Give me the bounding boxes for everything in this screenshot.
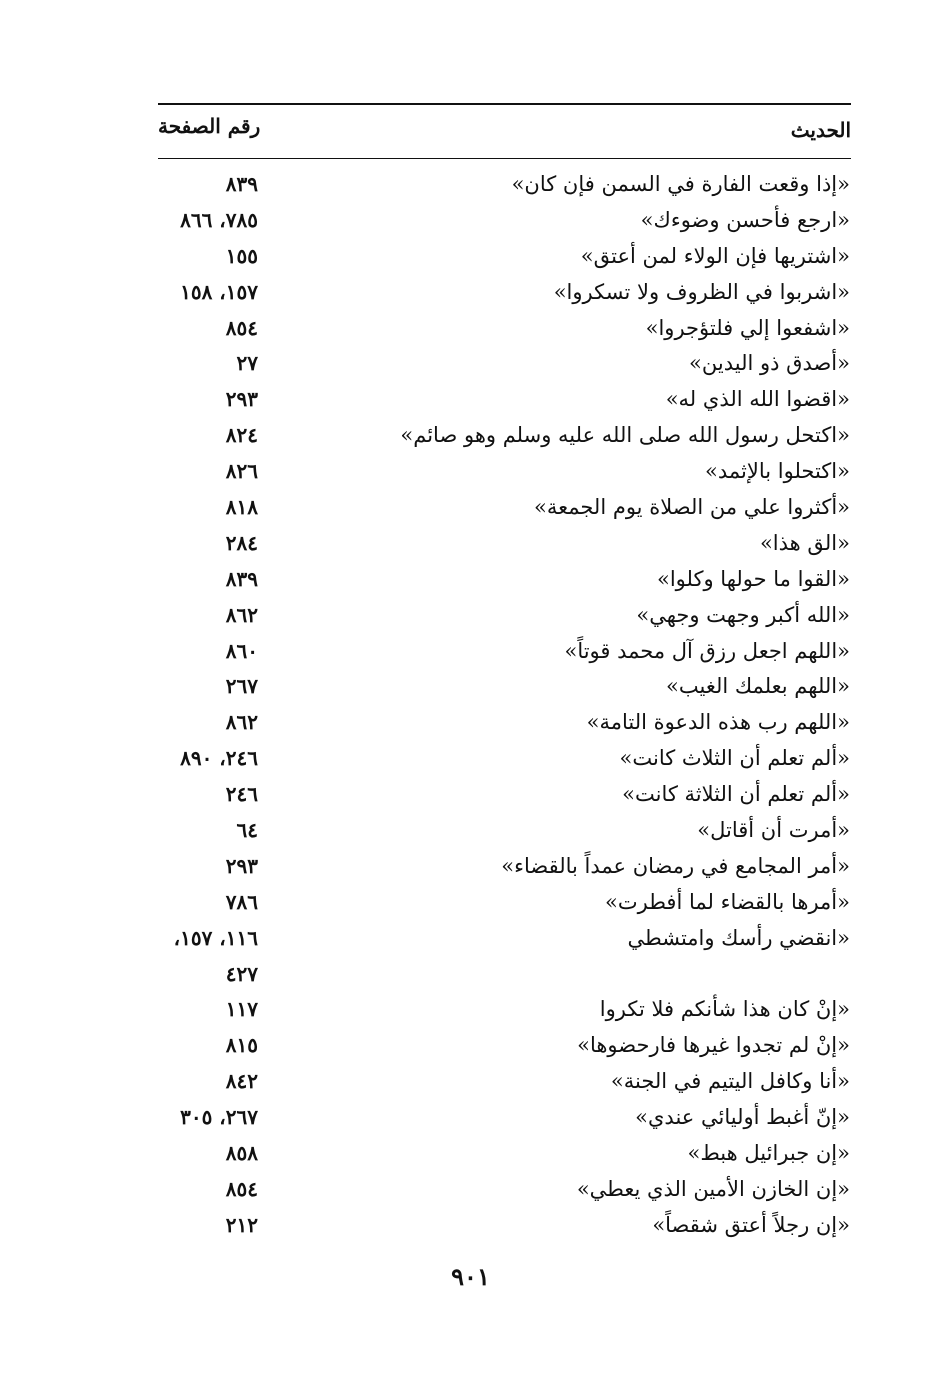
hadith-text: «القوا ما حولها وكلوا» [657, 566, 850, 591]
page-references: ١٥٥ [225, 243, 258, 268]
page-references: ١١٦، ١٥٧، [173, 925, 258, 950]
page-references: ٢٩٣ [225, 387, 258, 412]
page-references: ٢٦٧، ٣٠٥ [180, 1105, 258, 1130]
page-references: ٧٨٦ [225, 889, 258, 914]
hadith-text: «إذا وقعت الفارة في السمن فإن كان» [511, 172, 850, 196]
page-references: ١٥٧، ١٥٨ [180, 279, 258, 304]
hadith-text: «اشربوا في الظروف ولا تسكروا» [553, 279, 850, 304]
hadith-text: «اللهم رب هذه الدعوة التامة» [586, 710, 850, 735]
index-row [150, 1065, 850, 1101]
index-row [150, 240, 850, 276]
hadith-text: «إنّ أغبط أوليائي عندي» [635, 1105, 850, 1130]
hadith-text: «أمرها بالقضاء لما أفطرت» [604, 889, 850, 914]
hadith-text: «اشفعوا إلي فلتؤجروا» [645, 315, 850, 340]
page-references: ٢٨٤ [225, 530, 258, 555]
page-references: ٨٦٢ [225, 602, 258, 627]
index-row [150, 1173, 850, 1209]
hadith-text: «الله أكبر وجهت وجهي» [636, 602, 850, 627]
hadith-text: «اكتحل رسول الله صلى الله عليه وسلم وهو صائم» [400, 423, 850, 448]
page-references: ٨٢٦ [225, 459, 258, 484]
index-row [150, 670, 850, 706]
page-references: ١١٧ [225, 997, 258, 1022]
hadith-text: «ارجع فأحسن وضوءك» [640, 207, 850, 232]
hadith-text: «ألم تعلم أن الثلاثة كانت» [622, 782, 850, 807]
page-references: ٨٤٢ [225, 1069, 258, 1094]
hadith-text: «إن جبرائيل هبط» [687, 1141, 850, 1166]
hadith-text: «إن الخازن الأمين الذي يعطي» [576, 1176, 850, 1201]
index-row [150, 814, 850, 850]
index-row [150, 276, 850, 312]
page-references: ٢٤٦، ٨٩٠ [180, 746, 258, 771]
page-references: ٤٢٧ [225, 961, 258, 986]
index-row [150, 455, 850, 491]
index-row [150, 347, 850, 383]
page-references: ٨٣٩ [225, 172, 258, 196]
page-number: ٩٠١ [451, 1262, 490, 1291]
hadith-text: «أصدق ذو اليدين» [689, 351, 850, 376]
hadith-text: «أنا وكافل اليتيم في الجنة» [610, 1069, 850, 1094]
hadith-text: «أكثروا علي من الصلاة يوم الجمعة» [533, 495, 850, 520]
index-row [150, 527, 850, 563]
index-row [150, 958, 850, 994]
hadith-text: «اقضوا الله الذي له» [665, 387, 850, 412]
index-row [150, 850, 850, 886]
hadith-text: «الق هذا» [759, 530, 850, 555]
page-references: ٢١٢ [225, 1212, 258, 1237]
page-references: ٨٥٤ [225, 1176, 258, 1201]
hadith-text: «أمرت أن أقاتل» [697, 818, 850, 843]
index-row [150, 419, 850, 455]
index-row [150, 204, 850, 240]
page-references: ٨١٨ [225, 495, 258, 520]
hadith-text: «ألم تعلم أن الثلاث كانت» [619, 746, 850, 771]
page-references: ٢٤٦ [225, 782, 258, 807]
hadith-text: «اكتحلوا بالإثمد» [705, 459, 850, 484]
index-row [150, 599, 850, 635]
column-header-hadith: الحديث [790, 118, 851, 142]
page-references: ٢٦٧ [225, 674, 258, 699]
hadith-text: «إنْ كان هذا شأنكم فلا تكروا [599, 997, 850, 1022]
page-references: ٢٩٣ [225, 853, 258, 878]
hadith-text: «اللهم بعلمك الغيب» [666, 674, 850, 699]
index-row [150, 1209, 850, 1245]
index-row [150, 1137, 850, 1173]
index-row [150, 706, 850, 742]
top-rule [158, 103, 851, 105]
hadith-text: «انقضي رأسك وامتشطي [627, 925, 850, 950]
hadith-text: «أمر المجامع في رمضان عمداً بالقضاء» [501, 853, 850, 878]
page-references: ٨٣٩ [225, 566, 258, 591]
index-row [150, 383, 850, 419]
hadith-text: «إن رجلاً أعتق شقصاً» [652, 1212, 850, 1237]
page-references: ٨٦٠ [225, 638, 258, 663]
index-row [150, 563, 850, 599]
index-row [150, 1029, 850, 1065]
hadith-text: «اشتريها فإن الولاء لمن أعتق» [580, 243, 850, 268]
index-row [150, 993, 850, 1029]
index-row [150, 886, 850, 922]
index-row [150, 491, 850, 527]
page-references: ٨٦٢ [225, 710, 258, 735]
page-references: ٦٤ [236, 818, 258, 843]
page-references: ٨٥٨ [225, 1141, 258, 1166]
hadith-text: «اللهم اجعل رزق آل محمد قوتاً» [564, 638, 850, 663]
index-row [150, 635, 850, 671]
hadith-index-list [150, 168, 850, 1245]
hadith-text: «إنْ لم تجدوا غيرها فارحضوها» [577, 1033, 850, 1058]
index-row [150, 312, 850, 348]
page-references: ٨٢٤ [225, 423, 258, 448]
page-references: ٧٨٥، ٨٦٦ [180, 207, 258, 232]
page-references: ٨١٥ [225, 1033, 258, 1058]
index-row [150, 1101, 850, 1137]
index-row [150, 742, 850, 778]
index-row [150, 922, 850, 958]
header-rule [158, 158, 851, 159]
index-row [150, 168, 850, 204]
page-references: ٨٥٤ [225, 315, 258, 340]
index-row [150, 778, 850, 814]
column-header-page-number: رقم الصفحة [158, 114, 261, 138]
page-references: ٢٧ [236, 351, 258, 376]
